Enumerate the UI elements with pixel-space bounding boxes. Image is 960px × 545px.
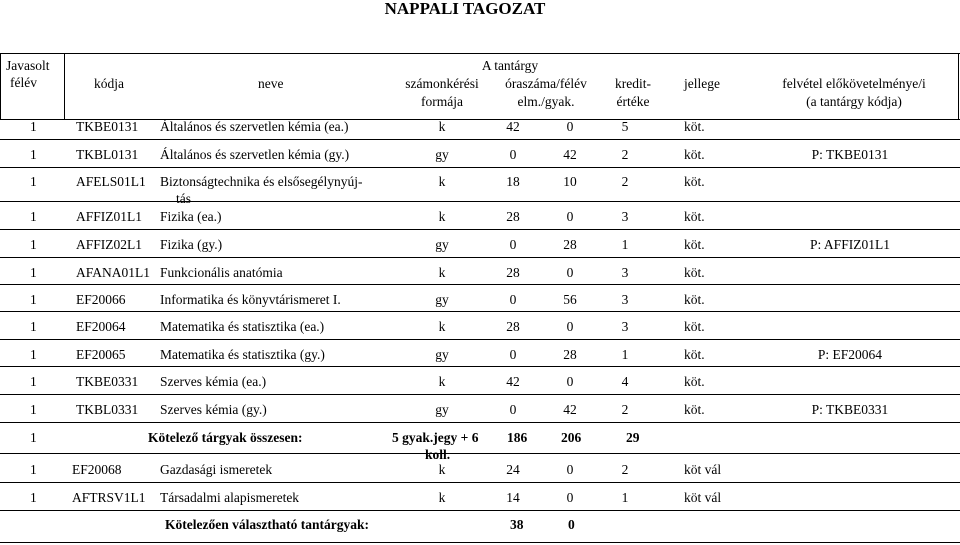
row-kredit: 3 [621,265,629,280]
row-kod: EF20066 [76,292,126,307]
row-kod: EF20064 [76,319,126,334]
page-title: NAPPALI TAGOZAT [384,0,546,18]
row-jelleg: köt. [684,174,705,189]
elective-elm: 24 [506,462,520,477]
header-javasolt: Javasolt [6,58,50,73]
summary-elm: 186 [507,430,528,445]
row-elm: 0 [509,402,517,417]
elective-szamonkeres: k [438,462,446,477]
row-gyak: 28 [563,347,577,362]
row-kod: TKBE0131 [76,119,139,134]
row-nev: Funkcionális anatómia [160,265,283,280]
elective-kredit: 1 [621,490,629,505]
row-elokovetelmeny: P: TKBE0131 [811,147,889,162]
row-kredit: 3 [621,292,629,307]
row-felev: 1 [30,147,37,162]
row-felev: 1 [30,402,37,417]
elective-gyak: 0 [566,490,574,505]
summary-gyak: 206 [561,430,582,445]
row-kod: TKBL0331 [76,402,139,417]
row-kredit: 2 [621,174,629,189]
header-kodja: kódja [94,76,124,91]
row-nev: Általános és szervetlen kémia (ea.) [160,119,349,134]
row-szamonkeres: gy [435,147,449,162]
elective-total-label: Kötelezően választható tantárgyak: [165,517,369,532]
elective-gyak: 0 [566,462,574,477]
row-felev: 1 [30,174,37,189]
header-divider [64,53,65,119]
row-felev: 1 [30,209,37,224]
header-kredit: kredit- [615,76,651,91]
row-felev: 1 [30,237,37,252]
elective-felev: 1 [30,462,37,477]
row-felev: 1 [30,319,37,334]
row-gyak: 42 [563,147,577,162]
row-elm: 28 [506,265,520,280]
row-szamonkeres: k [438,265,446,280]
row-jelleg: köt. [684,147,705,162]
row-elm: 28 [506,209,520,224]
elective-kredit: 2 [621,462,629,477]
row-gyak: 0 [566,209,574,224]
row-szamonkeres: k [438,319,446,334]
header-jellege: jellege [684,76,720,91]
row-felev: 1 [30,292,37,307]
row-elm: 0 [509,237,517,252]
row-kredit: 1 [621,237,629,252]
row-kod: AFFIZ01L1 [76,209,143,224]
row-gyak: 0 [566,374,574,389]
row-jelleg: köt. [684,374,705,389]
row-kod: EF20065 [76,347,126,362]
row-kredit: 4 [621,374,629,389]
row-elokovetelmeny: P: TKBE0331 [811,402,889,417]
row-felev: 1 [30,347,37,362]
row-nev-cont: tás [176,191,191,206]
header-felev: félév [10,75,37,90]
row-divider [0,510,960,511]
row-nev: Általános és szervetlen kémia (gy.) [160,147,350,162]
row-elm: 42 [506,374,520,389]
row-szamonkeres: k [438,174,446,189]
row-divider [0,366,960,367]
summary-felev: 1 [30,430,37,445]
row-gyak: 0 [566,265,574,280]
summary-label: Kötelező tárgyak összesen: [148,430,303,445]
row-divider [0,453,960,454]
row-nev: Szerves kémia (gy.) [160,402,267,417]
row-kredit: 3 [621,209,629,224]
header-formaja: formája [421,94,463,109]
row-divider [0,167,960,168]
header-erteke: értéke [616,94,650,109]
row-szamonkeres: gy [435,402,449,417]
row-kod: AFFIZ02L1 [76,237,143,252]
header-neve: neve [258,76,284,91]
row-divider [0,284,960,285]
header-szamonkeresi: számonkérési [405,76,479,91]
row-kod: AFANA01L1 [76,265,150,280]
row-elokovetelmeny: P: EF20064 [817,347,883,362]
row-nev: Matematika és statisztika (ea.) [160,319,325,334]
row-elm: 18 [506,174,520,189]
row-szamonkeres: k [438,119,446,134]
row-szamonkeres: gy [435,237,449,252]
row-jelleg: köt. [684,237,705,252]
header-a-tantargy: A tantárgy [481,58,539,73]
row-gyak: 10 [563,174,577,189]
row-elm: 0 [509,147,517,162]
row-elm: 28 [506,319,520,334]
row-gyak: 0 [566,319,574,334]
row-divider [0,394,960,395]
elective-nev: Gazdasági ismeretek [160,462,273,477]
row-jelleg: köt. [684,292,705,307]
row-elm: 0 [509,347,517,362]
row-jelleg: köt. [684,209,705,224]
row-nev: Fizika (ea.) [160,209,222,224]
header-felvetel: felvétel előkövetelménye/i [782,76,926,91]
elective-total-gyak: 0 [568,517,575,532]
row-jelleg: köt. [684,319,705,334]
row-nev: Matematika és statisztika (gy.) [160,347,325,362]
header-left-rule [0,53,1,119]
summary-kredit: 29 [626,430,640,445]
row-jelleg: köt. [684,119,705,134]
elective-total-elm: 38 [510,517,524,532]
row-kod: TKBE0331 [76,374,139,389]
elective-kod: AFTRSV1L1 [72,490,146,505]
row-elm: 42 [506,119,520,134]
row-gyak: 42 [563,402,577,417]
row-divider [0,139,960,140]
row-gyak: 56 [563,292,577,307]
header-elm-gyak: elm./gyak. [517,94,575,109]
row-kredit: 3 [621,319,629,334]
elective-felev: 1 [30,490,37,505]
elective-szamonkeres: k [438,490,446,505]
row-elm: 0 [509,292,517,307]
row-divider [0,339,960,340]
row-kredit: 2 [621,147,629,162]
row-kod: TKBL0131 [76,147,139,162]
row-felev: 1 [30,265,37,280]
row-szamonkeres: gy [435,347,449,362]
row-szamonkeres: gy [435,292,449,307]
row-jelleg: köt. [684,347,705,362]
row-elokovetelmeny: P: AFFIZ01L1 [810,237,890,252]
row-nev: Biztonságtechnika és elsősegélynyúj- [160,174,363,189]
row-felev: 1 [30,374,37,389]
row-divider [0,257,960,258]
row-jelleg: köt. [684,265,705,280]
row-divider [0,311,960,312]
row-divider [0,542,960,543]
elective-elm: 14 [506,490,520,505]
row-divider [0,482,960,483]
elective-nev: Társadalmi alapismeretek [160,490,300,505]
row-jelleg: köt. [684,402,705,417]
row-divider [0,422,960,423]
header-oraszama: óraszáma/félév [505,76,587,91]
row-kredit: 2 [621,402,629,417]
row-szamonkeres: k [438,209,446,224]
row-nev: Szerves kémia (ea.) [160,374,267,389]
row-divider [0,229,960,230]
row-szamonkeres: k [438,374,446,389]
row-kod: AFELS01L1 [76,174,146,189]
row-gyak: 28 [563,237,577,252]
summary-szamonkeres-2: koll. [425,447,451,462]
row-nev: Fizika (gy.) [160,237,223,252]
elective-jelleg: köt vál [684,490,722,505]
row-kredit: 1 [621,347,629,362]
row-divider [0,201,960,202]
summary-szamonkeres-1: 5 gyak.jegy + 6 [392,430,479,445]
row-gyak: 0 [566,119,574,134]
row-nev: Informatika és könyvtárismeret I. [160,292,341,307]
header-top-rule [0,53,960,54]
header-bottom-rule [0,119,960,120]
header-felvetel-kodja: (a tantárgy kódja) [806,94,902,109]
elective-kod: EF20068 [72,462,122,477]
header-right-rule [958,53,959,119]
row-kredit: 5 [621,119,629,134]
row-felev: 1 [30,119,37,134]
elective-jelleg: köt vál [684,462,722,477]
